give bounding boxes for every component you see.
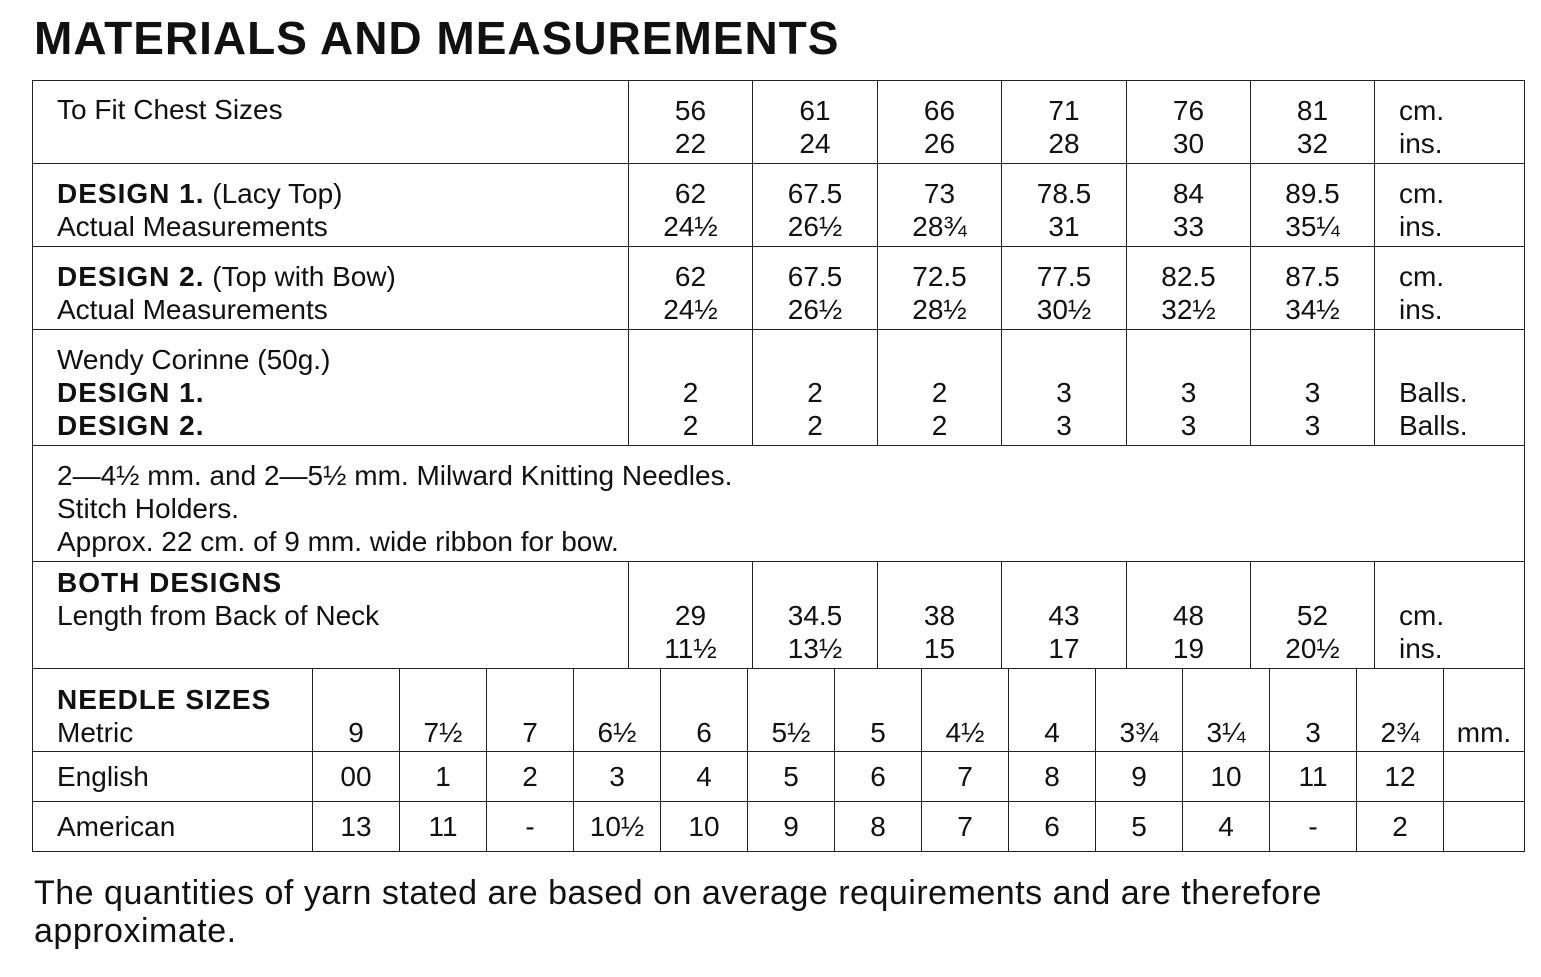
measure-cell: 73 28¾ — [878, 164, 1002, 247]
measure-cell: 84 33 — [1127, 164, 1251, 247]
needle-cell: 2 — [1357, 802, 1444, 852]
materials-item: Stitch Holders. — [57, 493, 240, 524]
yarn-label: Wendy Corinne (50g.) DESIGN 1. DESIGN 2. — [33, 330, 629, 446]
length-cell: 43 17 — [1002, 562, 1127, 669]
needle-cell: 11 — [400, 802, 487, 852]
needle-cell: 8 — [1009, 752, 1096, 802]
needle-cell: 3 — [574, 752, 661, 802]
needle-cell: 6½ — [574, 669, 661, 752]
measure-cell: 67.5 26½ — [753, 247, 878, 330]
empty-cell — [1444, 752, 1525, 802]
needle-sizes-table — [32, 668, 1525, 852]
measure-cell: 78.5 31 — [1002, 164, 1127, 247]
measure-cell: 89.5 35¼ — [1251, 164, 1375, 247]
measure-cell: 62 24½ — [629, 247, 753, 330]
page-title: MATERIALS AND MEASUREMENTS — [34, 12, 840, 64]
needle-cell: 5 — [835, 669, 922, 752]
design2-label: DESIGN 2. (Top with Bow) Actual Measurements — [33, 247, 629, 330]
needle-cell: 6 — [661, 669, 748, 752]
needle-cell: 5½ — [748, 669, 835, 752]
length-cell: 52 20½ — [1251, 562, 1375, 669]
unit-cell: Balls. Balls. — [1375, 330, 1525, 446]
design1-label: DESIGN 1. (Lacy Top) Actual Measurements — [33, 164, 629, 247]
unit-cell: cm. ins. — [1375, 164, 1525, 247]
english-label: English — [33, 752, 313, 802]
yarn-cell: 2 2 — [878, 330, 1002, 446]
needle-cell: 10 — [1183, 752, 1270, 802]
yarn-cell: 3 3 — [1002, 330, 1127, 446]
length-row — [33, 562, 1525, 669]
size-cell: 61 24 — [753, 81, 878, 164]
american-row — [33, 802, 1525, 852]
needle-cell: 6 — [835, 752, 922, 802]
needle-cell: 4½ — [922, 669, 1009, 752]
size-cell: 76 30 — [1127, 81, 1251, 164]
needle-cell: 9 — [313, 669, 400, 752]
length-cell: 48 19 — [1127, 562, 1251, 669]
needle-cell: 9 — [748, 802, 835, 852]
needle-cell: 1 — [400, 752, 487, 802]
chest-sizes-label: To Fit Chest Sizes — [33, 81, 629, 164]
american-label: American — [33, 802, 313, 852]
materials-item: Approx. 22 cm. of 9 mm. wide ribbon for bow. — [57, 526, 619, 557]
measurements-table — [32, 80, 1525, 669]
metric-label: NEEDLE SIZES Metric — [33, 669, 313, 752]
needle-cell: 7 — [922, 752, 1009, 802]
measure-cell: 82.5 32½ — [1127, 247, 1251, 330]
needle-cell: 11 — [1270, 752, 1357, 802]
size-cell: 71 28 — [1002, 81, 1127, 164]
needle-cell: 2 — [487, 752, 574, 802]
yarn-cell: 3 3 — [1251, 330, 1375, 446]
chest-sizes-row — [33, 81, 1525, 164]
length-cell: 29 11½ — [629, 562, 753, 669]
length-label: BOTH DESIGNS Length from Back of Neck — [33, 562, 629, 669]
needle-cell: 4 — [1009, 669, 1096, 752]
measure-cell: 72.5 28½ — [878, 247, 1002, 330]
unit-cell: cm. ins. — [1375, 81, 1525, 164]
size-cell: 81 32 — [1251, 81, 1375, 164]
footer-note: The quantities of yarn stated are based on average requirements and are therefore approximate. — [34, 874, 1322, 950]
size-cell: 66 26 — [878, 81, 1002, 164]
unit-cell: cm. ins. — [1375, 247, 1525, 330]
size-cell: 56 22 — [629, 81, 753, 164]
needle-cell: 12 — [1357, 752, 1444, 802]
yarn-cell: 3 3 — [1127, 330, 1251, 446]
measure-cell: 87.5 34½ — [1251, 247, 1375, 330]
needle-cell: - — [487, 802, 574, 852]
needle-cell: - — [1270, 802, 1357, 852]
yarn-cell: 2 2 — [629, 330, 753, 446]
needle-cell: 13 — [313, 802, 400, 852]
metric-row — [33, 669, 1525, 752]
measure-cell: 77.5 30½ — [1002, 247, 1127, 330]
needle-cell: 5 — [748, 752, 835, 802]
yarn-row — [33, 330, 1525, 446]
needle-cell: 6 — [1009, 802, 1096, 852]
materials-list — [33, 446, 1525, 562]
yarn-cell: 2 2 — [753, 330, 878, 446]
english-row — [33, 752, 1525, 802]
unit-cell: cm. ins. — [1375, 562, 1525, 669]
measure-cell: 67.5 26½ — [753, 164, 878, 247]
needle-cell: 10 — [661, 802, 748, 852]
needle-cell: 3¾ — [1096, 669, 1183, 752]
needle-cell: 7 — [922, 802, 1009, 852]
design1-row — [33, 164, 1525, 247]
materials-row — [33, 446, 1525, 562]
needle-cell: 10½ — [574, 802, 661, 852]
length-cell: 34.5 13½ — [753, 562, 878, 669]
needle-cell: 4 — [661, 752, 748, 802]
empty-cell — [1444, 802, 1525, 852]
needle-cell: 8 — [835, 802, 922, 852]
needle-cell: 7½ — [400, 669, 487, 752]
length-cell: 38 15 — [878, 562, 1002, 669]
needle-cell: 3¼ — [1183, 669, 1270, 752]
needle-cell: 9 — [1096, 752, 1183, 802]
needle-cell: 2¾ — [1357, 669, 1444, 752]
needle-cell: 4 — [1183, 802, 1270, 852]
needle-cell: 3 — [1270, 669, 1357, 752]
needle-cell: 00 — [313, 752, 400, 802]
design2-row — [33, 247, 1525, 330]
metric-unit: mm. — [1444, 669, 1525, 752]
needle-cell: 7 — [487, 669, 574, 752]
needle-cell: 5 — [1096, 802, 1183, 852]
measure-cell: 62 24½ — [629, 164, 753, 247]
materials-item: 2—4½ mm. and 2—5½ mm. Milward Knitting Needles. — [57, 460, 733, 491]
